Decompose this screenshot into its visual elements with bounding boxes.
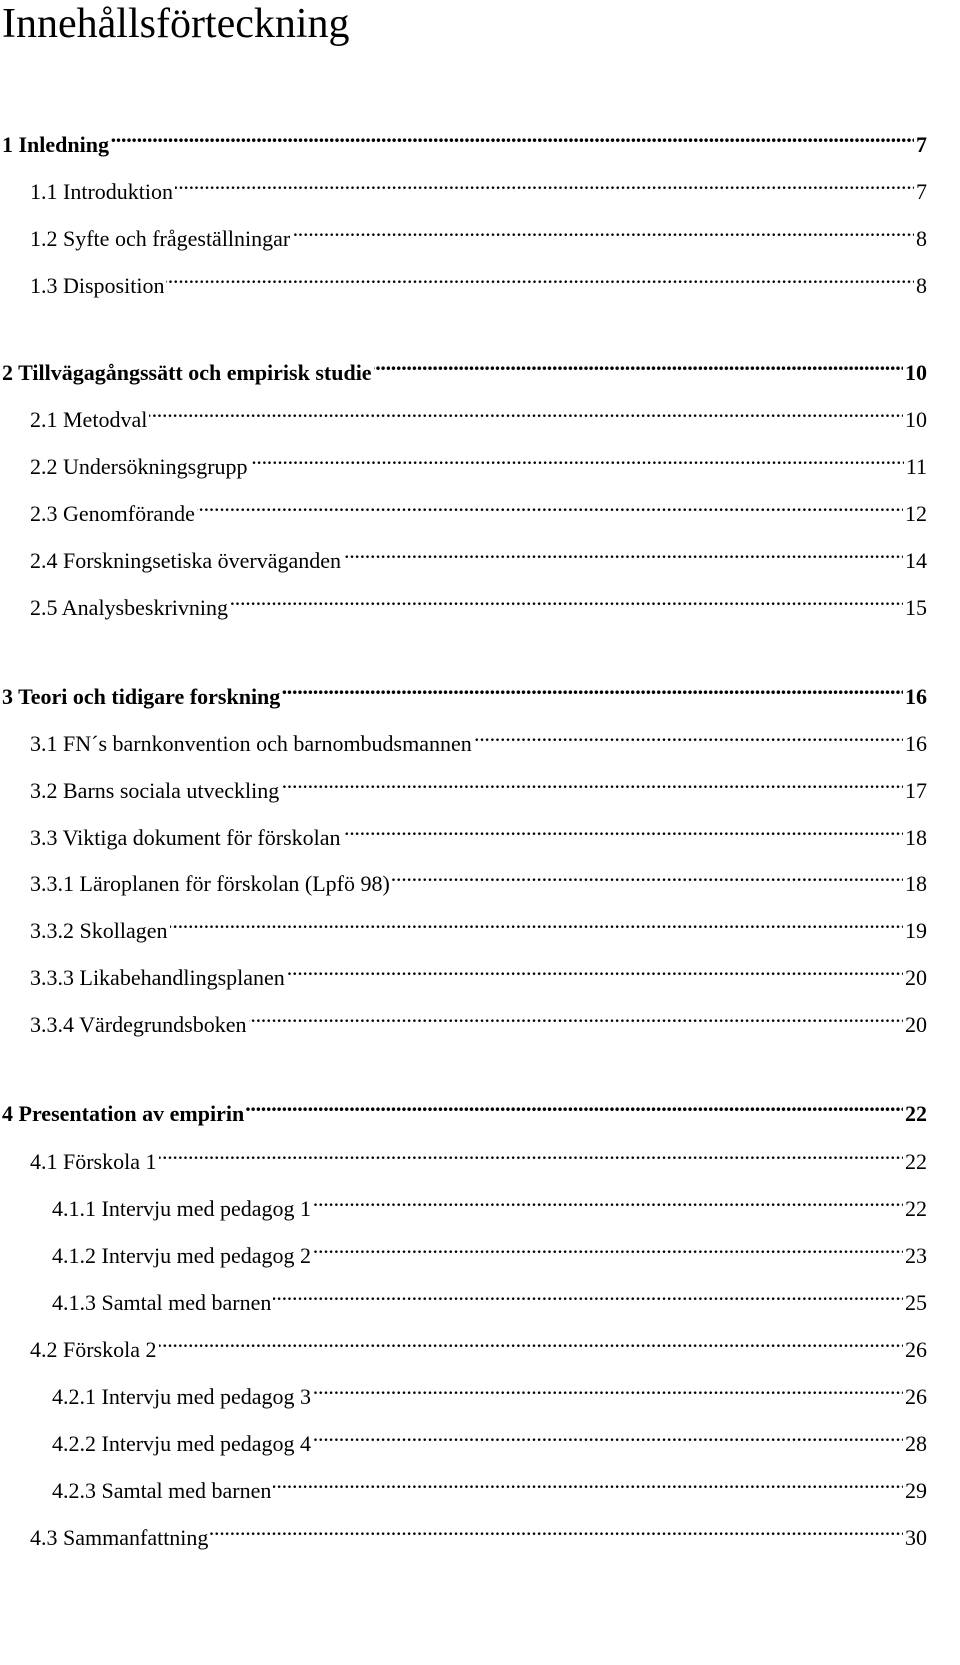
toc-dot-leader (313, 1182, 903, 1216)
toc-dot-leader (374, 346, 903, 380)
toc-dot-leader (292, 212, 914, 246)
toc-entry-label: 3.3.2 Skollagen (30, 918, 168, 943)
toc-entry[interactable] (0, 717, 927, 756)
toc-entry-label: 2.4 Forskningsetiska överväganden (30, 548, 341, 573)
toc-dot-leader (343, 811, 903, 845)
toc-entry-label: 2.3 Genomförande (30, 501, 195, 526)
toc-entry-label: 2 Tillvägagångssätt och empirisk studie (2, 360, 372, 385)
toc-entry[interactable] (0, 764, 927, 803)
toc-entry-page-number: 20 (905, 965, 927, 990)
toc-entry[interactable] (0, 1370, 927, 1409)
toc-entry[interactable] (0, 857, 927, 896)
toc-dot-leader (249, 998, 904, 1032)
toc-dot-leader (170, 904, 904, 938)
toc-entry-label: 4.2 Förskola 2 (30, 1337, 157, 1362)
toc-entry-label: 4.1 Förskola 1 (30, 1149, 157, 1174)
toc-entry[interactable] (0, 212, 927, 251)
toc-entry-page-number: 20 (905, 1012, 927, 1037)
toc-entry-page-number: 26 (905, 1384, 927, 1409)
toc-entry[interactable] (0, 670, 927, 709)
toc-dot-leader (210, 1511, 903, 1545)
toc-dot-leader (273, 1464, 903, 1498)
toc-entry[interactable] (0, 581, 927, 620)
toc-dot-leader (281, 764, 903, 798)
toc-dot-leader (230, 581, 903, 615)
toc-entry[interactable] (0, 811, 927, 850)
toc-entry[interactable] (0, 440, 927, 479)
toc-entry-label: 1.1 Introduktion (30, 179, 173, 204)
toc-entry-label: 4.2.2 Intervju med pedagog 4 (52, 1431, 312, 1456)
toc-entry-label: 4.3 Sammanfattning (30, 1525, 209, 1550)
toc-entry[interactable] (0, 904, 927, 943)
toc-entry[interactable] (0, 165, 927, 204)
toc-entry-page-number: 16 (905, 731, 927, 756)
toc-entry-page-number: 14 (905, 548, 927, 573)
toc-entry-page-number: 23 (905, 1243, 927, 1268)
toc-entry[interactable] (0, 1229, 927, 1268)
toc-entry-label: 2.5 Analysbeskrivning (30, 595, 228, 620)
toc-entry-label: 3.1 FN´s barnkonvention och barnombudsmannen (30, 731, 472, 756)
toc-entry[interactable] (0, 1135, 927, 1174)
toc-dot-leader (250, 440, 904, 474)
toc-entry-label: 1 Inledning (2, 132, 109, 157)
toc-entry-page-number: 11 (905, 454, 927, 479)
toc-entry-page-number: 22 (905, 1101, 927, 1126)
toc-entry-page-number: 18 (905, 871, 927, 896)
toc-dot-leader (273, 1276, 903, 1310)
toc-entry-label: 4.2.1 Intervju med pedagog 3 (52, 1384, 312, 1409)
toc-entry-page-number: 25 (905, 1290, 927, 1315)
toc-dot-leader (175, 165, 914, 199)
toc-entry[interactable] (0, 1276, 927, 1315)
toc-entry-page-number: 16 (905, 684, 927, 709)
toc-dot-leader (313, 1417, 903, 1451)
toc-entry[interactable] (0, 1464, 927, 1503)
toc-entry[interactable] (0, 1182, 927, 1221)
toc-entry-page-number: 17 (905, 778, 927, 803)
toc-entry[interactable] (0, 951, 927, 990)
toc-entry-page-number: 8 (916, 226, 927, 251)
toc-entry[interactable] (0, 998, 927, 1037)
toc-entry-page-number: 7 (916, 132, 927, 157)
toc-entry-label: 1.2 Syfte och frågeställningar (30, 226, 291, 251)
toc-dot-leader (246, 1087, 903, 1121)
toc-entry-page-number: 26 (905, 1337, 927, 1362)
toc-entry-label: 2.2 Undersökningsgrupp (30, 454, 248, 479)
toc-dot-leader (149, 393, 903, 427)
toc-dot-leader (313, 1370, 903, 1404)
toc-entry[interactable] (0, 534, 927, 573)
toc-dot-leader (197, 487, 903, 521)
toc-entry-label: 4 Presentation av empirin (2, 1101, 245, 1126)
toc-entry[interactable] (0, 487, 927, 526)
toc-entry-page-number: 29 (905, 1478, 927, 1503)
toc-entry[interactable] (0, 1417, 927, 1456)
toc-dot-leader (159, 1323, 904, 1357)
toc-dot-leader (392, 857, 903, 891)
toc-entry[interactable] (0, 1511, 927, 1550)
toc-entry[interactable] (0, 346, 927, 385)
toc-dot-leader (111, 118, 914, 152)
toc-entry-page-number: 15 (905, 595, 927, 620)
toc-entry-label: 3.2 Barns sociala utveckling (30, 778, 280, 803)
toc-entry-label: 3 Teori och tidigare forskning (2, 684, 281, 709)
toc-entry-label: 3.3 Viktiga dokument för förskolan (30, 825, 341, 850)
toc-dot-leader (159, 1135, 904, 1169)
toc-entry-page-number: 10 (905, 407, 927, 432)
toc-entry[interactable] (0, 1087, 927, 1126)
toc-entry-label: 4.1.1 Intervju med pedagog 1 (52, 1196, 312, 1221)
page-title: Innehållsförteckning (2, 1, 350, 47)
toc-dot-leader (166, 259, 914, 293)
toc-entry-page-number: 22 (905, 1196, 927, 1221)
toc-dot-leader (313, 1229, 903, 1263)
toc-entry[interactable] (0, 393, 927, 432)
toc-entry-label: 3.3.3 Likabehandlingsplanen (30, 965, 285, 990)
toc-dot-leader (287, 951, 903, 985)
toc-dot-leader (343, 534, 903, 568)
toc-entry-page-number: 19 (905, 918, 927, 943)
toc-entry-label: 3.3.1 Läroplanen för förskolan (Lpfö 98) (30, 871, 390, 896)
toc-entry-label: 4.2.3 Samtal med barnen (52, 1478, 272, 1503)
toc-dot-leader (282, 670, 903, 704)
toc-entry-page-number: 30 (905, 1525, 927, 1550)
toc-entry[interactable] (0, 118, 927, 157)
toc-entry-page-number: 28 (905, 1431, 927, 1456)
toc-entry[interactable] (0, 259, 927, 298)
toc-entry-page-number: 8 (916, 273, 927, 298)
toc-entry-label: 4.1.2 Intervju med pedagog 2 (52, 1243, 312, 1268)
toc-entry-label: 1.3 Disposition (30, 273, 165, 298)
toc-entry-label: 3.3.4 Värdegrundsboken (30, 1012, 247, 1037)
toc-entry-page-number: 12 (905, 501, 927, 526)
toc-entry-label: 2.1 Metodval (30, 407, 148, 432)
toc-entry-page-number: 10 (905, 360, 927, 385)
toc-dot-leader (474, 717, 903, 751)
toc-entry[interactable] (0, 1323, 927, 1362)
toc-entry-page-number: 7 (916, 179, 927, 204)
toc-entry-label: 4.1.3 Samtal med barnen (52, 1290, 272, 1315)
toc-entry-page-number: 22 (905, 1149, 927, 1174)
toc-entry-page-number: 18 (905, 825, 927, 850)
